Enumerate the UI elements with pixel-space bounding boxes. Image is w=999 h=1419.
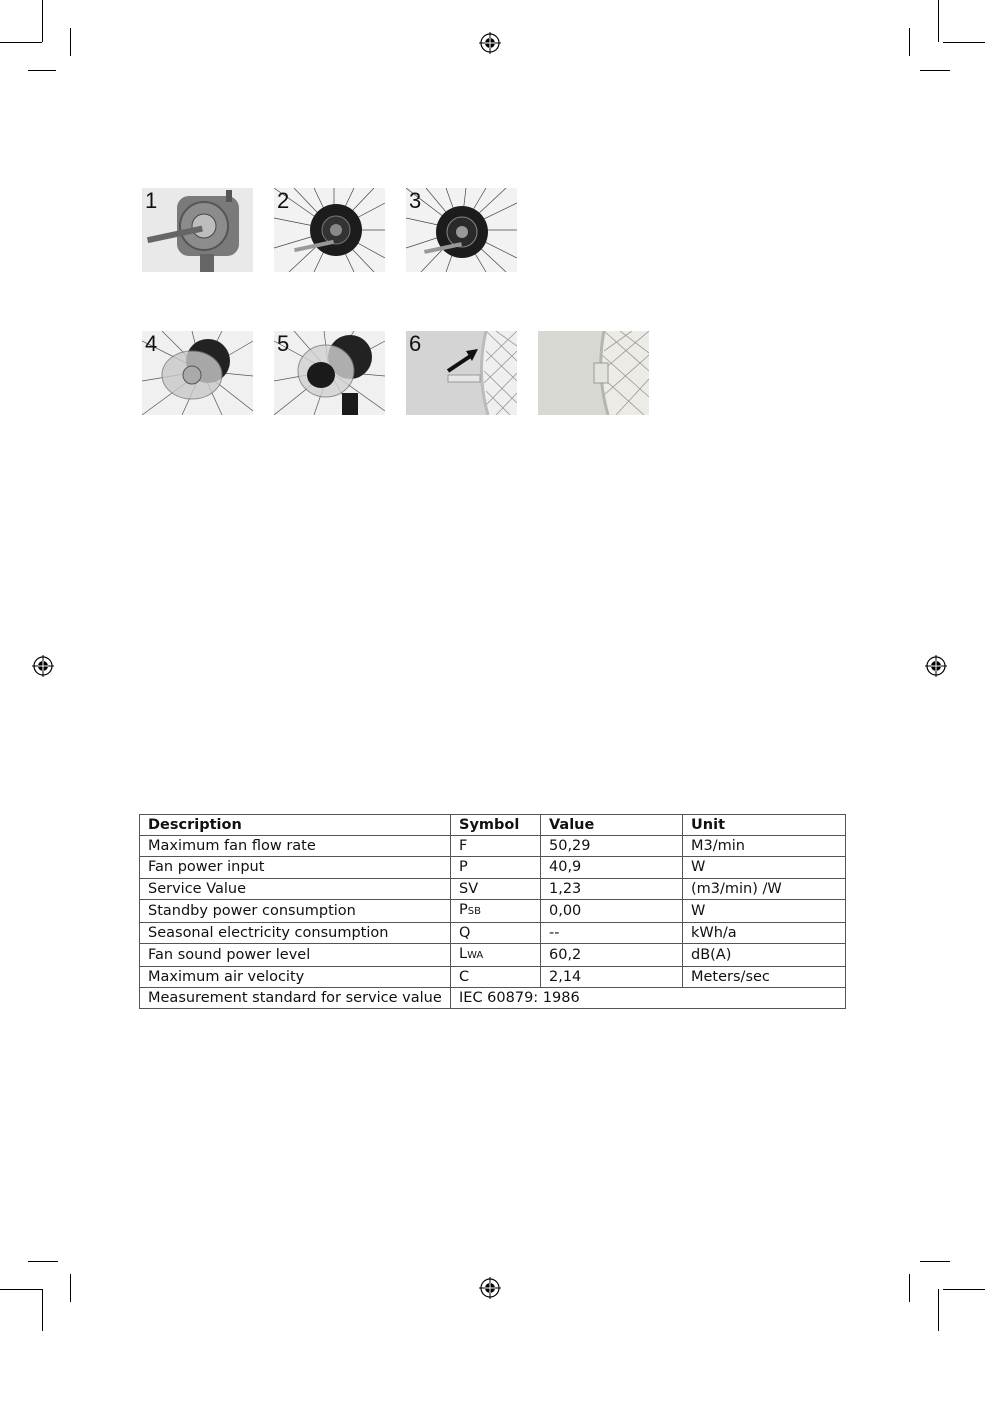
crop-mark-icon xyxy=(920,1261,950,1262)
row-value: 40,9 xyxy=(541,857,683,878)
row-value: 1,23 xyxy=(541,878,683,899)
standard-description: Measurement standard for service value xyxy=(140,988,451,1009)
row-unit: Meters/sec xyxy=(683,966,846,987)
crop-mark-icon xyxy=(909,1274,910,1302)
row-unit: W xyxy=(683,857,846,878)
step-number: 1 xyxy=(145,188,158,213)
row-symbol: F xyxy=(451,836,541,857)
row-symbol: C xyxy=(451,966,541,987)
step-number: 6 xyxy=(409,331,422,356)
registration-mark-icon xyxy=(925,655,947,677)
row-unit: dB(A) xyxy=(683,943,846,966)
registration-mark-icon xyxy=(479,1277,501,1299)
table-row xyxy=(140,922,846,943)
crop-mark-icon xyxy=(909,28,910,56)
table-row xyxy=(140,899,846,922)
row-value: 2,14 xyxy=(541,966,683,987)
row-description: Maximum fan flow rate xyxy=(140,836,451,857)
crop-mark-icon xyxy=(920,70,950,71)
row-value: 50,29 xyxy=(541,836,683,857)
motor-shaft-photo xyxy=(142,188,253,272)
row-description: Service Value xyxy=(140,878,451,899)
rear-guard-mounted-photo xyxy=(274,188,385,272)
header-symbol: Symbol xyxy=(451,815,541,836)
crop-mark-icon xyxy=(938,1289,939,1331)
blade-mounted-photo xyxy=(142,331,253,415)
row-description: Standby power consumption xyxy=(140,899,451,922)
row-description: Seasonal electricity consumption xyxy=(140,922,451,943)
step-number: 3 xyxy=(409,188,422,213)
table-row xyxy=(140,836,846,857)
row-value: -- xyxy=(541,922,683,943)
table-row xyxy=(140,878,846,899)
row-unit: M3/min xyxy=(683,836,846,857)
crop-mark-icon xyxy=(943,1289,985,1290)
header-description: Description xyxy=(140,815,451,836)
row-symbol: SV xyxy=(451,878,541,899)
crop-mark-icon xyxy=(28,1261,58,1262)
crop-mark-icon xyxy=(938,0,939,42)
crop-mark-icon xyxy=(943,42,985,43)
spinner-cap-photo xyxy=(274,331,385,415)
crop-mark-icon xyxy=(70,28,71,56)
crop-mark-icon xyxy=(0,1289,42,1290)
row-description: Fan power input xyxy=(140,857,451,878)
row-unit: (m3/min) /W xyxy=(683,878,846,899)
registration-mark-icon xyxy=(479,32,501,54)
crop-mark-icon xyxy=(70,1274,71,1302)
guard-clip-photo xyxy=(406,331,517,415)
row-symbol: Q xyxy=(451,922,541,943)
header-value: Value xyxy=(541,815,683,836)
crop-mark-icon xyxy=(42,1289,43,1331)
header-unit: Unit xyxy=(683,815,846,836)
row-symbol: P xyxy=(451,857,541,878)
row-symbol xyxy=(451,943,541,966)
registration-mark-icon xyxy=(32,655,54,677)
row-value: 60,2 xyxy=(541,943,683,966)
symbol-subscript: WA xyxy=(467,949,484,961)
spec-table xyxy=(139,814,846,1009)
table-row-standard xyxy=(140,988,846,1009)
crop-mark-icon xyxy=(28,70,56,71)
guard-clip-closed-photo xyxy=(538,331,649,415)
row-value: 0,00 xyxy=(541,899,683,922)
row-unit: kWh/a xyxy=(683,922,846,943)
crop-mark-icon xyxy=(42,0,43,42)
symbol-main: L xyxy=(459,945,468,962)
table-row xyxy=(140,943,846,966)
symbol-subscript: SB xyxy=(467,905,481,917)
table-row xyxy=(140,966,846,987)
table-header-row xyxy=(140,815,846,836)
step-number: 5 xyxy=(277,331,290,356)
symbol-main: P xyxy=(459,901,468,918)
table-row xyxy=(140,857,846,878)
crop-mark-icon xyxy=(0,42,42,43)
row-description: Fan sound power level xyxy=(140,943,451,966)
step-number: 2 xyxy=(277,188,290,213)
step-number: 4 xyxy=(145,331,158,356)
row-unit: W xyxy=(683,899,846,922)
standard-value: IEC 60879: 1986 xyxy=(451,988,846,1009)
row-description: Maximum air velocity xyxy=(140,966,451,987)
row-symbol xyxy=(451,899,541,922)
rear-guard-nut-photo xyxy=(406,188,517,272)
